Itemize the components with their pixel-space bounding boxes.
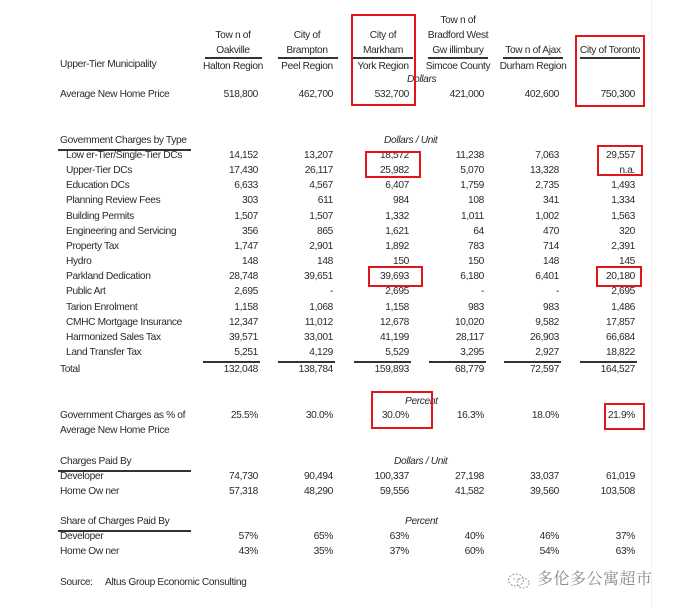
page-edge-line [651,0,652,607]
table-cell: 37% [389,546,409,557]
table-cell: 714 [543,240,559,252]
row-label: Hydro [66,256,92,268]
price-cell: 750,300 [600,89,635,100]
total-rule [278,361,335,363]
total-cell: 68,779 [454,364,484,375]
charges-by-type-title: Government Charges by Type [60,135,187,146]
unit-dollars-per-unit: Dollars / Unit [394,456,448,467]
table-cell: 18,572 [379,150,409,161]
table-cell: 1,332 [385,210,409,222]
table-cell: 320 [619,225,635,237]
table-cell: 2,391 [611,240,635,252]
table-cell: 2,695 [234,286,258,298]
table-cell: 39,693 [379,271,409,283]
unit-dollars-per-unit: Dollars / Unit [384,135,438,146]
percent-cell: 16.3% [456,410,484,421]
row-label: CMHC Mortgage Insurance [66,316,182,328]
table-cell: 59,556 [379,486,409,497]
table-cell: 983 [468,301,484,313]
header-line: Gw illimbury [432,45,484,56]
table-cell: 4,567 [309,180,333,192]
table-cell: 984 [393,195,409,207]
row-label: Developer [60,471,104,482]
table-cell: 26,117 [304,165,333,177]
table-cell: 57% [238,531,258,542]
row-label: Land Transfer Tax [66,346,142,358]
header-line: Bradford West [427,30,489,41]
share-of-price-label-1: Government Charges as % of [60,410,186,421]
average-price-label: Average New Home Price [60,89,170,100]
table-cell: 303 [242,195,258,207]
header-line: Markham [362,45,403,56]
share-of-price-label-2: Average New Home Price [60,425,170,436]
price-cell: 402,600 [524,89,559,100]
row-label: Planning Review Fees [66,195,161,207]
table-cell: 14,152 [228,150,258,161]
unit-percent: Percent [405,516,438,527]
table-cell: 783 [468,240,484,252]
source-label: Source: [60,577,93,588]
table-cell: 48,290 [303,486,333,497]
percent-cell: 30.0% [305,410,333,421]
unit-dollars: Dollars [407,74,437,85]
row-label: Education DCs [66,180,130,192]
table-cell: - [555,286,559,298]
table-cell: 26,903 [529,331,559,343]
table-cell: 1,507 [309,210,333,222]
row-label: Building Permits [66,210,135,222]
price-cell: 518,800 [223,89,258,100]
total-rule [429,361,486,363]
row-label: Tarion Enrolment [66,301,138,313]
source-text: Altus Group Economic Consulting [105,577,247,588]
table-cell: 1,493 [611,180,635,192]
highlight-toronto-percent [604,403,645,430]
table-cell: 1,158 [385,301,409,313]
highlight-markham-percent [371,391,433,429]
table-cell: 1,563 [611,210,635,222]
table-cell: 983 [543,301,559,313]
region-markham: York Region [357,61,409,72]
table-cell: 7,063 [535,150,559,161]
column-header-oakville [197,28,269,58]
table-cell: 43% [238,546,258,557]
table-cell: 103,508 [600,486,635,497]
table-cell: 148 [242,256,258,268]
total-cell: 138,784 [298,364,333,375]
header-line: City of [293,30,321,41]
table-cell: 1,621 [385,225,409,237]
column-header-brampton [271,28,343,58]
header-line: City of Toronto [579,45,641,56]
header-line: Brampton [286,45,328,56]
watermark [507,566,653,589]
table-cell: - [329,286,333,298]
table-cell: 1,486 [611,301,635,313]
table-cell: 11,238 [455,150,484,161]
region-brampton: Peel Region [281,61,333,72]
table-cell: 33,001 [303,331,333,343]
total-rule [504,361,561,363]
charges-paid-by-title: Charges Paid By [60,456,132,467]
table-cell: 6,407 [385,180,409,192]
table-cell: 66,684 [605,331,635,343]
column-header-bradford [418,13,498,58]
table-cell: 1,158 [234,301,258,313]
table-cell: 17,857 [605,316,635,328]
row-label: Parkland Dedication [66,271,151,283]
row-label: Public Art [66,286,106,298]
table-cell: 6,180 [460,271,484,283]
row-label: Engineering and Servicing [66,225,177,237]
column-header-ajax [497,43,569,58]
table-cell: 100,337 [374,471,409,482]
highlight-toronto-header [575,35,645,107]
table-cell: 1,507 [234,210,258,222]
table-cell: 27,198 [454,471,484,482]
table-cell: 148 [317,256,333,268]
table-cell: 2,735 [535,180,559,192]
table-cell: 37% [615,531,635,542]
row-label: Developer [60,531,104,542]
table-cell: 39,560 [529,486,559,497]
table-cell: 3,295 [460,346,484,358]
price-cell: 421,000 [449,89,484,100]
price-cell: 532,700 [374,89,409,100]
table-cell: 11,012 [304,316,333,328]
table-cell: 33,037 [529,471,559,482]
header-line: Oakville [216,45,250,56]
table-cell: 20,180 [605,271,635,283]
table-cell: 148 [543,256,559,268]
table-cell: 13,328 [529,165,559,177]
total-cell: 159,893 [374,364,409,375]
table-cell: 17,430 [228,165,258,177]
table-cell: 2,901 [309,240,333,252]
table-cell: 145 [619,256,635,268]
percent-cell: 25.5% [230,410,258,421]
table-cell: 41,582 [454,486,484,497]
table-cell: 5,070 [460,165,484,177]
share-paid-by-title: Share of Charges Paid By [60,516,170,527]
table-cell: 29,557 [605,150,635,161]
table-cell: 90,494 [303,471,333,482]
table-cell: 60% [464,546,484,557]
table-cell: 1,747 [234,240,258,252]
table-cell: 54% [539,546,559,557]
table-cell: 150 [468,256,484,268]
table-cell: 61,019 [605,471,635,482]
table-cell: - [480,286,484,298]
table-cell: 74,730 [228,471,258,482]
table-cell: 341 [543,195,559,207]
table-cell: 18,822 [605,346,635,358]
table-cell: 150 [393,256,409,268]
table-cell: n.a. [619,165,635,177]
table-cell: 9,582 [535,316,559,328]
row-label: Home Ow ner [60,486,119,497]
table-cell: 63% [389,531,409,542]
total-label: Total [60,364,80,375]
table-cell: 1,334 [611,195,635,207]
row-label: Low er-Tier/Single-Tier DCs [66,150,183,161]
table-cell: 10,020 [454,316,484,328]
table-cell: 35% [313,546,333,557]
region-bradford: Simcoe County [425,61,491,72]
table-cell: 28,748 [228,271,258,283]
unit-percent: Percent [405,396,438,407]
table-cell: 4,129 [309,346,333,358]
table-cell: 611 [317,195,333,207]
total-cell: 72,597 [529,364,559,375]
header-line: Tow n of [440,15,476,26]
table-cell: 25,982 [379,165,409,177]
table-cell: 13,207 [303,150,333,161]
table-cell: 5,529 [385,346,409,358]
header-line: Tow n of Ajax [505,45,561,56]
total-rule [203,361,260,363]
row-label: Upper-Tier DCs [66,165,133,177]
table-cell: 40% [464,531,484,542]
table-cell: 6,633 [234,180,258,192]
region-ajax: Durham Region [499,61,567,72]
table-cell: 39,651 [303,271,333,283]
total-cell: 164,527 [600,364,635,375]
price-cell: 462,700 [298,89,333,100]
percent-cell: 30.0% [381,410,409,421]
highlight-markham-parkland [368,266,423,287]
table-cell: 2,695 [611,286,635,298]
table-cell: 1,068 [309,301,333,313]
highlight-markham-dcs [365,151,421,178]
total-rule [580,361,637,363]
table-cell: 356 [242,225,258,237]
table-cell: 1,759 [460,180,484,192]
table-cell: 28,117 [455,331,484,343]
table-cell: 63% [615,546,635,557]
table-cell: 865 [317,225,333,237]
table-cell: 12,347 [228,316,258,328]
table-cell: 46% [539,531,559,542]
highlight-toronto-dcs [597,145,643,176]
percent-cell: 21.9% [607,410,635,421]
table-cell: 57,318 [228,486,258,497]
table-cell: 41,199 [379,331,409,343]
row-label: Property Tax [66,240,119,252]
total-cell: 132,048 [223,364,258,375]
region-oakville: Halton Region [202,61,263,72]
highlight-toronto-parkland [596,266,642,287]
table-cell: 1,011 [461,210,484,222]
wechat-icon [507,572,531,588]
table-cell: 6,401 [535,271,559,283]
upper-tier-label: Upper-Tier Municipality [60,59,157,70]
row-label: Harmonized Sales Tax [66,331,161,343]
table-cell: 2,927 [535,346,559,358]
table-cell: 5,251 [234,346,258,358]
table-cell: 12,678 [379,316,409,328]
table-cell: 470 [543,225,559,237]
table-cell: 1,002 [535,210,559,222]
watermark-text: 多伦多公寓超市 [537,569,653,588]
highlight-markham-header [351,14,416,106]
table-cell: 2,695 [385,286,409,298]
table-cell: 39,571 [228,331,258,343]
row-label: Home Ow ner [60,546,119,557]
table-cell: 108 [468,195,484,207]
table-cell: 65% [313,531,333,542]
percent-cell: 18.0% [531,410,559,421]
header-line: Tow n of [215,30,251,41]
table-cell: 1,892 [385,240,409,252]
total-rule [354,361,411,363]
header-line: City of [369,30,397,41]
table-cell: 64 [473,225,484,237]
